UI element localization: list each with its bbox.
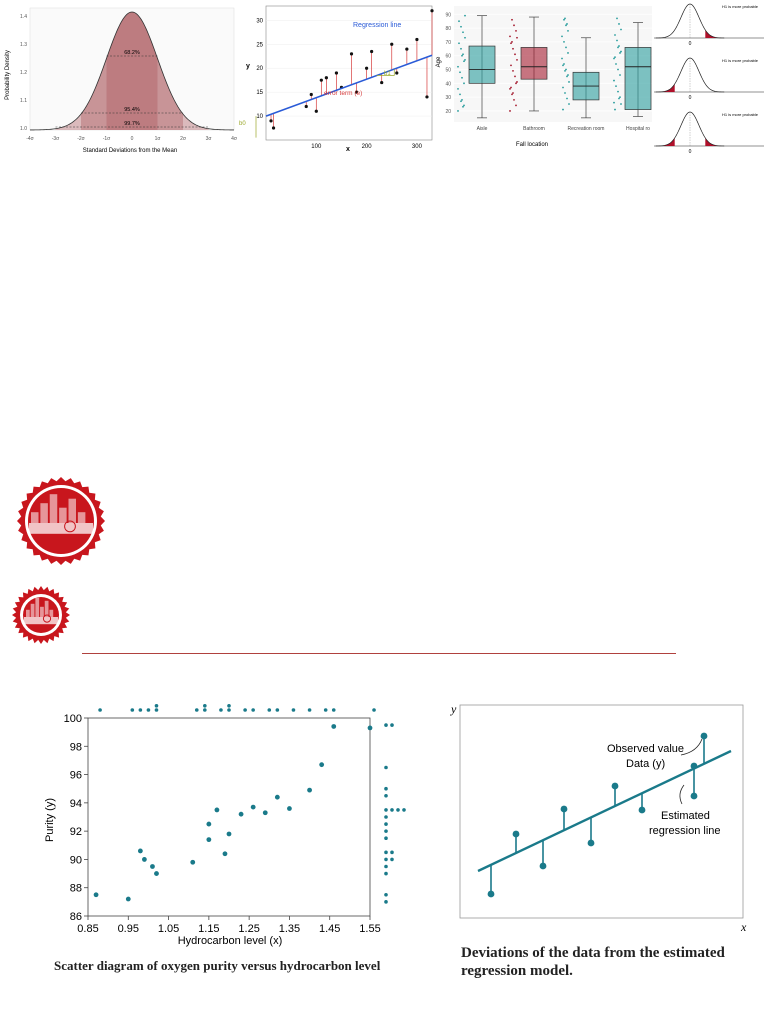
boxplot-jitter-point — [458, 20, 460, 22]
boxplot-jitter-point — [510, 64, 512, 66]
boxplot-jitter-point — [615, 63, 617, 65]
scatter-point — [275, 795, 280, 800]
boxplot-ytick: 90 — [445, 12, 451, 19]
scatter-top-marginal-dot — [292, 708, 296, 712]
scatter-point — [319, 762, 324, 767]
boxplot-jitter-point — [616, 40, 618, 42]
scatter-xtick-label: 0.95 — [117, 923, 139, 935]
boxplot-box — [625, 47, 651, 109]
b1-label: b1 — [384, 71, 391, 77]
boxplot-jitter-point — [617, 91, 619, 93]
logo-building — [26, 610, 30, 617]
boxplot-ytick: 20 — [445, 108, 451, 115]
boxplot-jitter-point — [515, 30, 517, 32]
boxplot-jitter-point — [458, 42, 460, 44]
deviation-x-label: x — [741, 920, 747, 934]
regression-xtick: 300 — [411, 144, 422, 150]
boxplot-jitter-point — [618, 98, 620, 100]
boxplot-jitter-point — [462, 106, 464, 108]
scatter-right-marginal-dot — [384, 822, 388, 826]
normal-xtick: -3σ — [51, 136, 60, 142]
boxplot-jitter-point — [463, 60, 465, 62]
boxplot-category-label: Bathroom — [523, 126, 545, 132]
hypothesis-annotation: H1 is more probable — [722, 4, 759, 9]
boxplot-jitter-point — [566, 76, 568, 78]
boxplot-jitter-point — [565, 24, 567, 26]
scatter-point — [223, 851, 228, 856]
boxplot-jitter-point — [457, 66, 459, 68]
scatter-xtick-label: 1.05 — [157, 923, 180, 935]
scatter-point — [287, 806, 292, 811]
scatter-top-marginal-dot — [98, 708, 102, 712]
regression-point — [365, 67, 368, 70]
scatter-ytick-label: 100 — [63, 713, 82, 725]
boxplot-jitter-point — [509, 110, 511, 112]
scatter-point — [206, 837, 211, 842]
scatter-point — [307, 788, 312, 793]
boxplot-jitter-point — [461, 77, 463, 79]
regression-point — [269, 119, 272, 122]
regression-point — [310, 93, 313, 96]
normal-ytick: 1.1 — [20, 98, 27, 104]
scatter-top-marginal-dot — [308, 708, 312, 712]
regression-point — [425, 95, 428, 98]
boxplot-jitter-point — [457, 110, 459, 112]
scatter-top-marginal-dot — [155, 704, 159, 708]
boxplot-jitter-point — [509, 35, 511, 37]
boxplot-jitter-point — [516, 37, 518, 39]
estimated-label-1: Estimated — [661, 810, 710, 822]
scatter-right-marginal-dot — [384, 766, 388, 770]
boxplot-category-label: Aisle — [476, 126, 488, 132]
deviation-y-label: y — [451, 702, 457, 716]
scatter-right-marginal-dot — [384, 815, 388, 819]
deviation-observed-point — [612, 783, 619, 790]
university-logo-large — [16, 476, 106, 566]
error-term-label: error term (e) — [324, 90, 363, 97]
deviation-observed-point — [561, 806, 568, 813]
scatter-right-marginal-dot — [384, 893, 388, 897]
boxplot-xlabel: Fall location — [515, 142, 549, 148]
boxplot-ytick: 80 — [445, 26, 451, 33]
boxplot-jitter-point — [463, 82, 465, 84]
boxplot-jitter-point — [512, 70, 514, 72]
logo-building — [31, 604, 35, 617]
normal-ylabel: Probability Density — [5, 50, 11, 100]
scatter-top-marginal-dot — [155, 708, 159, 712]
normal-band-label: 99.7% — [124, 121, 140, 127]
deviation-observed-point — [488, 891, 495, 898]
boxplot-chart — [432, 0, 654, 155]
boxplot-jitter-point — [514, 53, 516, 55]
scatter-xtick-label: 1.55 — [359, 923, 381, 935]
scatter-top-marginal-dot — [267, 708, 271, 712]
scatter-right-marginal-dot — [384, 829, 388, 833]
boxplot-ytick: 60 — [445, 53, 451, 60]
deviation-observed-point — [701, 733, 708, 740]
boxplot-category-label: Hospital ro — [626, 126, 650, 132]
scatter-point — [190, 860, 195, 865]
scatter-point — [126, 897, 131, 902]
deviation-observed-point — [639, 807, 646, 814]
regression-illustration — [236, 0, 436, 155]
boxplot-jitter-point — [514, 76, 516, 78]
boxplot-jitter-point — [561, 35, 563, 37]
boxplot-ylabel: Age — [436, 56, 442, 68]
boxplot-ytick: 40 — [445, 81, 451, 88]
logo-building — [50, 494, 58, 523]
boxplot-jitter-point — [457, 88, 459, 90]
scatter-right-marginal-dot — [396, 808, 400, 812]
regression-point — [405, 47, 408, 50]
normal-ytick: 1.4 — [20, 14, 27, 20]
boxplot-jitter-point — [461, 55, 463, 57]
logo-building — [31, 512, 39, 523]
scatter-ylabel: Purity (y) — [44, 798, 56, 842]
normal-distribution-chart — [0, 0, 240, 155]
boxplot-jitter-point — [614, 34, 616, 36]
boxplot-jitter-point — [620, 29, 622, 31]
regression-point — [395, 71, 398, 74]
scatter-top-marginal-dot — [131, 708, 135, 712]
normal-ytick: 1.3 — [20, 42, 27, 48]
scatter-top-marginal-dot — [203, 704, 207, 708]
regression-point — [272, 126, 275, 129]
boxplot-jitter-point — [460, 100, 462, 102]
purity-scatter-chart — [40, 690, 430, 950]
scatter-right-marginal-dot — [384, 723, 388, 727]
b0-label: b0 — [239, 121, 246, 127]
regression-point — [325, 76, 328, 79]
scatter-ytick-label: 98 — [69, 741, 82, 754]
scatter-top-marginal-dot — [203, 708, 207, 712]
scatter-point — [331, 724, 336, 729]
scatter-point — [227, 832, 232, 837]
scatter-top-marginal-dot — [195, 708, 199, 712]
regression-point — [380, 81, 383, 84]
scatter-point — [215, 808, 220, 813]
normal-xtick: 1σ — [154, 136, 161, 142]
regression-ytick: 10 — [256, 114, 263, 121]
normal-ytick: 1.0 — [20, 126, 27, 132]
scatter-top-marginal-dot — [219, 708, 223, 712]
hypothesis-zero-label: 0 — [688, 95, 692, 101]
scatter-right-marginal-dot — [384, 851, 388, 855]
hypothesis-tails — [652, 0, 768, 155]
boxplot-ytick: 70 — [445, 39, 451, 46]
regression-xtick: 200 — [361, 144, 372, 150]
scatter-top-marginal-dot — [227, 708, 231, 712]
regression-point — [415, 38, 418, 41]
scatter-point — [206, 822, 211, 827]
scatter-point — [138, 849, 143, 854]
normal-xtick: -1σ — [102, 136, 111, 142]
boxplot-jitter-point — [568, 81, 570, 83]
scatter-xtick-label: 1.45 — [319, 923, 341, 935]
boxplot-jitter-point — [561, 58, 563, 60]
boxplot-jitter-point — [615, 85, 617, 87]
boxplot-jitter-point — [460, 26, 462, 28]
boxplot-jitter-point — [618, 23, 620, 25]
boxplot-jitter-point — [511, 93, 513, 95]
scatter-top-marginal-dot — [332, 708, 336, 712]
boxplot-box — [521, 47, 547, 79]
boxplot-jitter-point — [566, 98, 568, 100]
scatter-right-marginal-dot — [384, 865, 388, 869]
scatter-point — [142, 857, 147, 862]
regression-ytick: 20 — [256, 66, 263, 73]
regression-point — [320, 79, 323, 82]
boxplot-jitter-point — [619, 52, 621, 54]
scatter-top-marginal-dot — [147, 708, 151, 712]
scatter-point — [239, 812, 244, 817]
boxplot-jitter-point — [564, 92, 566, 94]
scatter-right-marginal-dot — [384, 787, 388, 791]
observed-label-1: Observed value — [607, 743, 685, 755]
scatter-caption: Scatter diagram of oxygen purity versus hydrocarbon level — [54, 958, 381, 973]
boxplot-jitter-point — [464, 37, 466, 39]
scatter-point — [94, 892, 99, 897]
regression-ytick: 15 — [256, 90, 263, 97]
logo-building — [40, 607, 44, 617]
boxplot-jitter-point — [562, 64, 564, 66]
boxplot-box — [469, 46, 495, 83]
scatter-right-marginal-dot — [384, 858, 388, 862]
hypothesis-annotation: H1 is more probable — [722, 58, 759, 63]
deviation-observed-point — [540, 863, 547, 870]
boxplot-jitter-point — [564, 70, 566, 72]
logo-band — [29, 523, 93, 534]
regression-ylabel: y — [246, 63, 250, 70]
boxplot-jitter-point — [567, 30, 569, 32]
scatter-xtick-label: 1.35 — [278, 923, 301, 935]
estimated-label-2: regression line — [649, 825, 721, 837]
normal-band-label: 95.4% — [124, 107, 140, 113]
scatter-right-marginal-dot — [384, 808, 388, 812]
normal-band-label: 68.2% — [124, 50, 140, 56]
normal-xtick: -2σ — [77, 136, 85, 142]
scatter-right-marginal-dot — [384, 836, 388, 840]
regression-point — [335, 71, 338, 74]
deviation-observed-point — [513, 831, 520, 838]
boxplot-jitter-point — [619, 74, 621, 76]
scatter-top-marginal-dot — [324, 708, 328, 712]
scatter-xtick-label: 1.15 — [198, 923, 220, 935]
regression-plot-area — [266, 6, 432, 140]
boxplot-category-label: Recreation room — [567, 126, 605, 132]
boxplot-jitter-point — [614, 109, 616, 111]
boxplot-jitter-point — [511, 19, 513, 21]
deviation-observed-point — [588, 840, 595, 847]
deviation-observed-point — [691, 763, 698, 770]
boxplot-jitter-point — [617, 47, 619, 49]
logo-building — [40, 503, 48, 523]
normal-xtick: 4σ — [231, 136, 237, 142]
scatter-ytick-label: 94 — [69, 797, 82, 810]
scatter-point — [263, 810, 268, 815]
scatter-top-marginal-dot — [243, 708, 247, 712]
scatter-point — [154, 871, 159, 876]
regression-point — [390, 43, 393, 46]
logo-building — [35, 598, 39, 617]
scatter-ytick-label: 92 — [69, 826, 82, 839]
boxplot-jitter-point — [509, 88, 511, 90]
boxplot-jitter-point — [563, 41, 565, 43]
boxplot-jitter-point — [464, 15, 466, 17]
observed-label-2: Data (y) — [626, 758, 666, 770]
scatter-right-marginal-dot — [384, 900, 388, 904]
boxplot-jitter-point — [562, 87, 564, 89]
normal-ytick: 1.2 — [20, 70, 27, 76]
boxplot-jitter-point — [460, 48, 462, 50]
scatter-right-marginal-dot — [390, 723, 394, 727]
regression-ytick: 25 — [256, 42, 263, 49]
normal-xtick: 3σ — [205, 136, 212, 142]
regression-point — [305, 105, 308, 108]
normal-xtick: -4σ — [26, 136, 34, 142]
boxplot-jitter-point — [562, 109, 564, 111]
boxplot-jitter-point — [563, 19, 565, 21]
boxplot-ytick: 30 — [445, 95, 451, 102]
boxplot-jitter-point — [568, 103, 570, 105]
regression-xtick: 100 — [311, 144, 322, 150]
boxplot-jitter-point — [567, 52, 569, 54]
boxplot-jitter-point — [516, 59, 518, 61]
boxplot-jitter-point — [512, 48, 514, 50]
university-logo-small — [11, 585, 71, 645]
regression-point — [315, 110, 318, 113]
deviation-diagram — [445, 700, 760, 935]
logo-building — [78, 512, 86, 523]
scatter-ytick-label: 96 — [69, 769, 82, 782]
boxplot-jitter-point — [613, 80, 615, 82]
boxplot-jitter-point — [515, 82, 517, 84]
boxplot-jitter-point — [617, 69, 619, 71]
deviation-caption: Deviations of the data from the estimated regression model. — [461, 945, 725, 979]
normal-xtick: 2σ — [180, 136, 186, 142]
scatter-xlabel: Hydrocarbon level (x) — [177, 935, 283, 947]
boxplot-jitter-point — [513, 99, 515, 101]
boxplot-ytick: 50 — [445, 67, 451, 74]
scatter-ytick-label: 90 — [69, 854, 82, 867]
normal-xlabel: Standard Deviations from the Mean — [82, 148, 178, 154]
scatter-right-marginal-dot — [384, 794, 388, 798]
scatter-right-marginal-dot — [402, 808, 406, 812]
scatter-top-marginal-dot — [372, 708, 376, 712]
boxplot-jitter-point — [510, 42, 512, 44]
scatter-top-marginal-dot — [251, 708, 255, 712]
boxplot-jitter-point — [613, 58, 615, 60]
scatter-top-marginal-dot — [276, 708, 280, 712]
boxplot-jitter-point — [515, 105, 517, 107]
regression-point — [350, 52, 353, 55]
boxplot-jitter-point — [513, 24, 515, 26]
scatter-xtick-label: 1.25 — [238, 923, 260, 935]
normal-xtick: 0 — [130, 136, 134, 142]
scatter-point — [150, 864, 155, 869]
scatter-right-marginal-dot — [390, 851, 394, 855]
boxplot-jitter-point — [459, 71, 461, 73]
scatter-plot-frame — [88, 718, 370, 916]
deviation-observed-point — [691, 793, 698, 800]
hypothesis-zero-label: 0 — [688, 149, 692, 155]
boxplot-jitter-point — [613, 102, 615, 104]
scatter-top-marginal-dot — [227, 704, 231, 708]
boxplot-jitter-point — [620, 103, 622, 105]
hypothesis-annotation: H1 is more probable — [722, 112, 759, 117]
scatter-right-marginal-dot — [384, 872, 388, 876]
logo-band — [24, 617, 58, 624]
hypothesis-zero-label: 0 — [688, 41, 692, 47]
logo-building — [59, 508, 67, 523]
logo-building — [69, 499, 77, 523]
scatter-top-marginal-dot — [139, 708, 143, 712]
regression-point — [370, 50, 373, 53]
boxplot-jitter-point — [459, 93, 461, 95]
boxplot-jitter-point — [565, 47, 567, 49]
scatter-ytick-label: 86 — [69, 911, 82, 923]
regression-ytick: 30 — [256, 18, 263, 25]
regression-line-label: Regression line — [353, 22, 402, 29]
scatter-xtick-label: 0.85 — [77, 923, 99, 935]
scatter-ytick-label: 88 — [69, 882, 82, 895]
boxplot-jitter-point — [462, 31, 464, 33]
divider-rule — [82, 653, 676, 654]
scatter-point — [251, 805, 256, 810]
regression-xlabel: x — [346, 146, 350, 153]
boxplot-jitter-point — [616, 18, 618, 20]
scatter-right-marginal-dot — [390, 858, 394, 862]
scatter-right-marginal-dot — [390, 808, 394, 812]
scatter-point — [368, 726, 373, 731]
